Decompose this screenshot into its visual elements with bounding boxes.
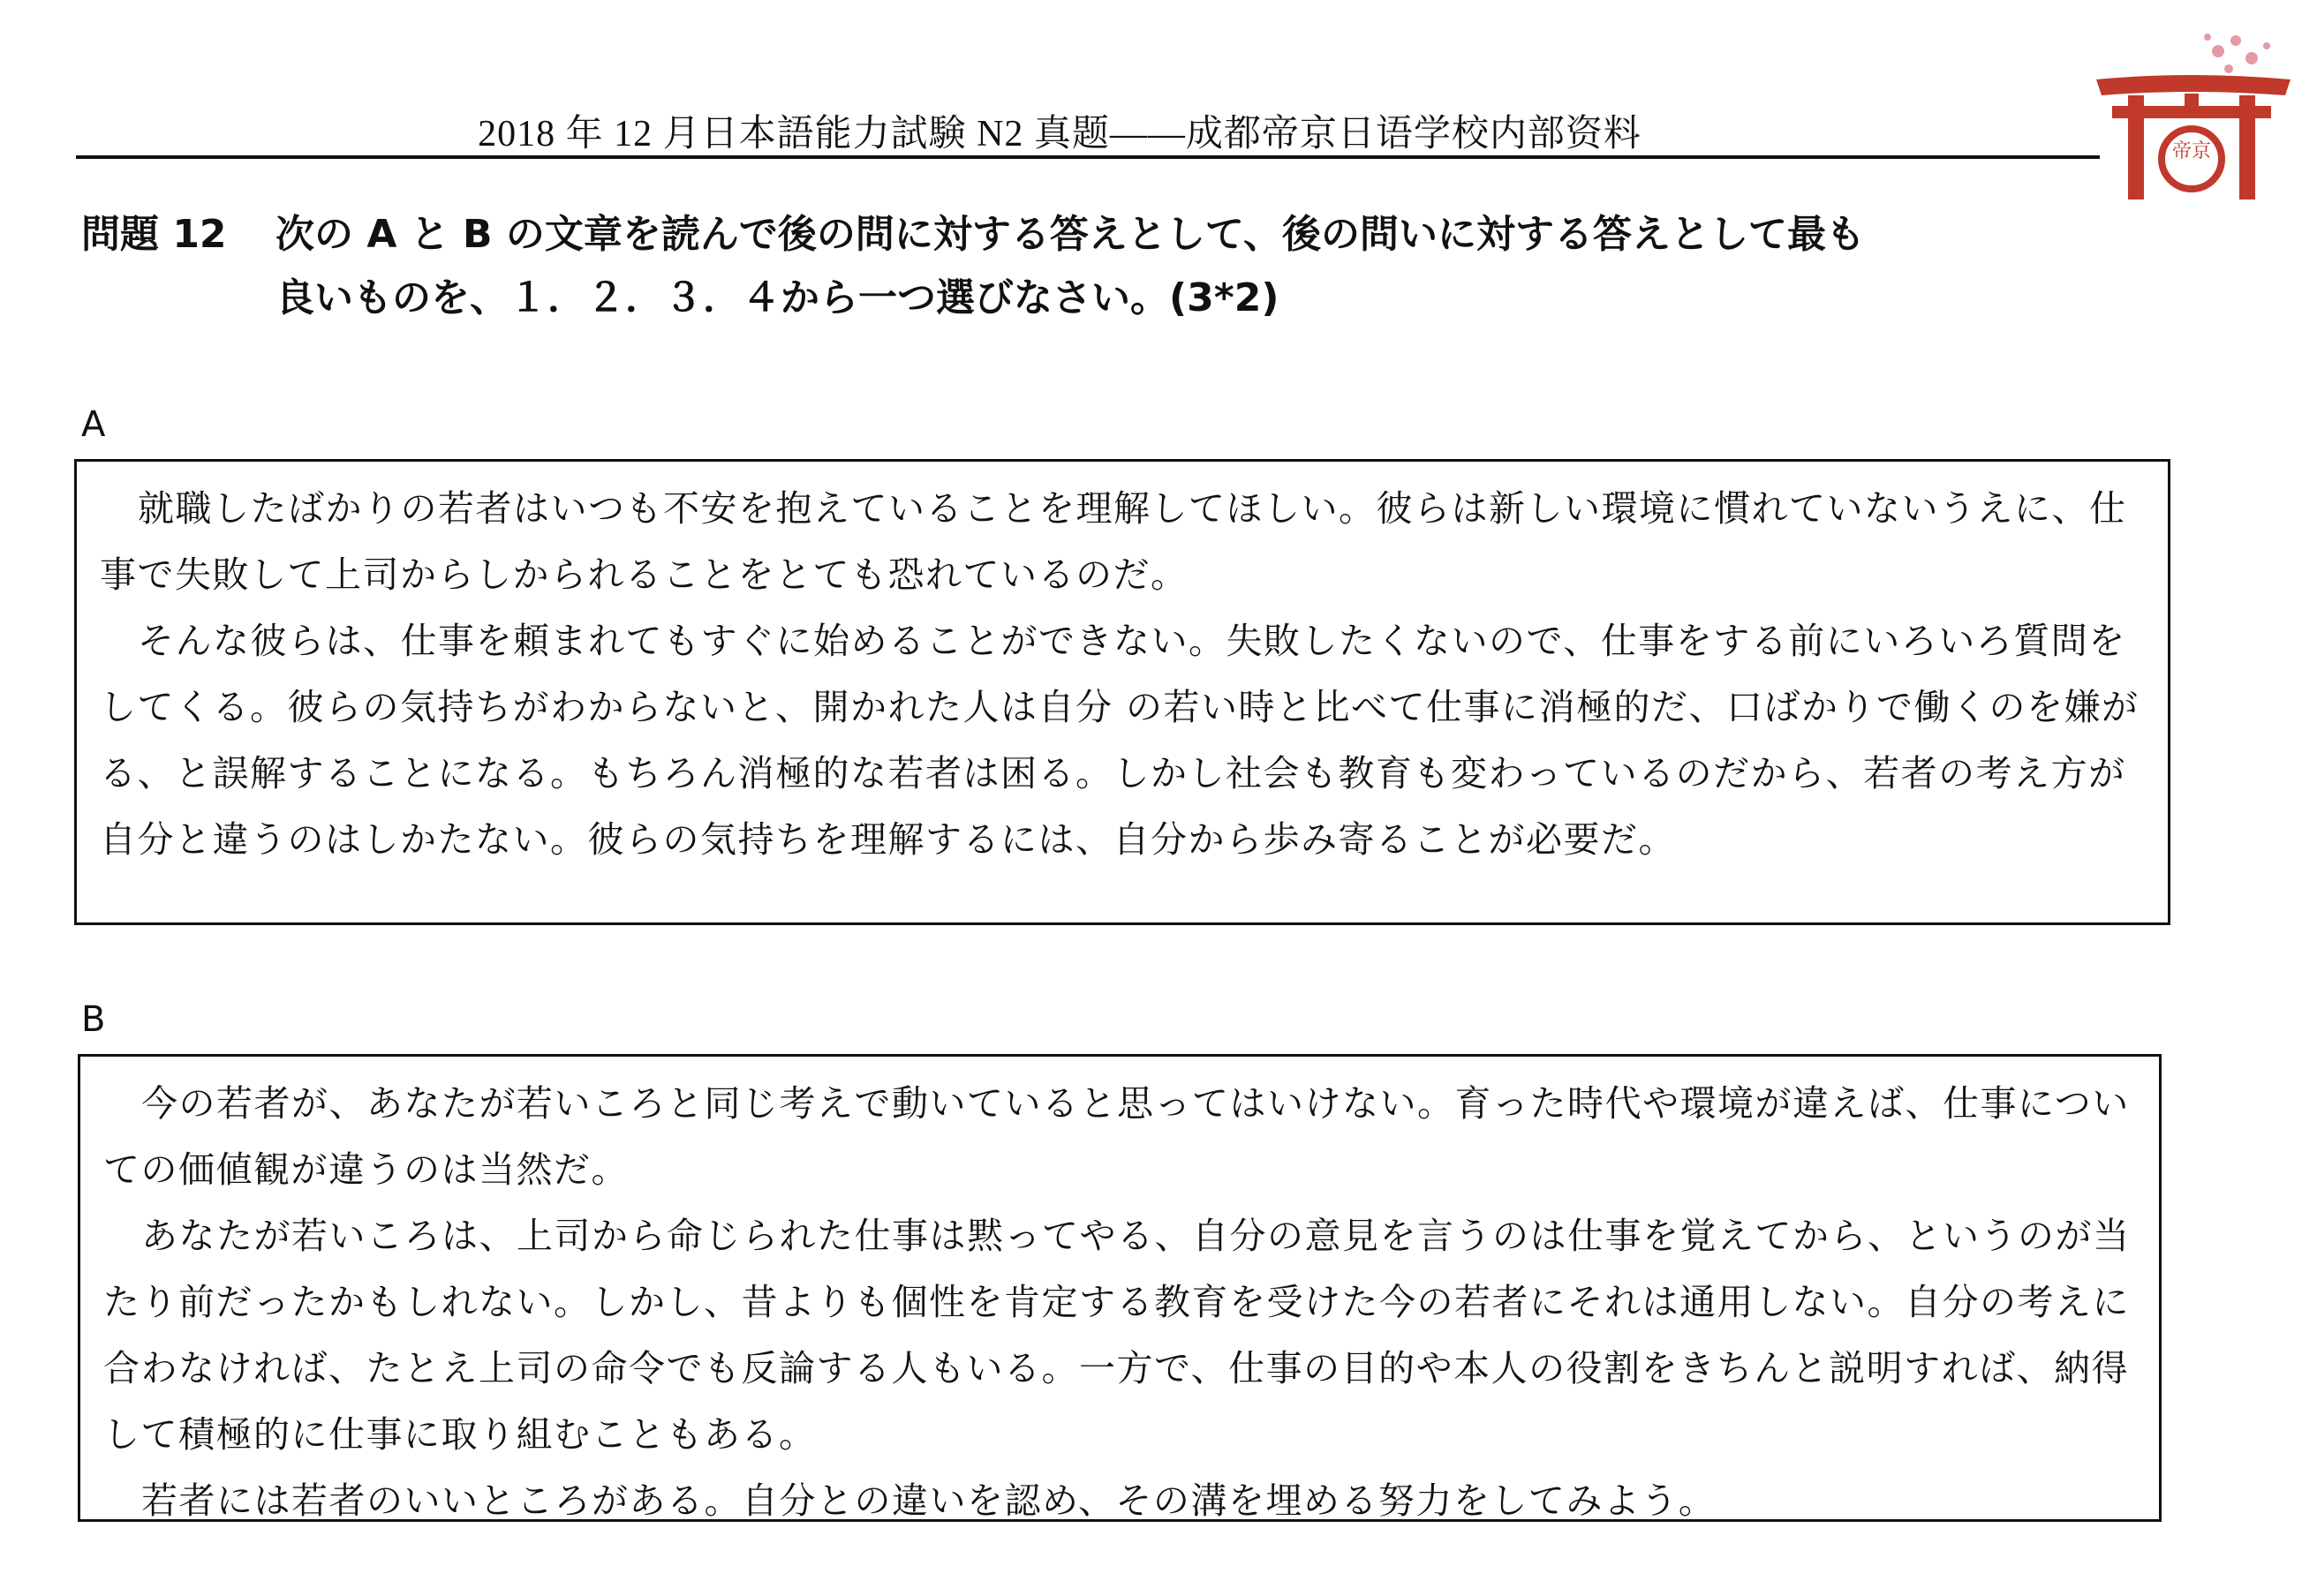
question-instruction bbox=[81, 203, 2183, 330]
question-text-line1: 次の A と B の文章を読んで後の問に対する答えとして、後の問いに対する答えとして最も bbox=[275, 212, 1865, 257]
question-number: 問題 12 bbox=[81, 212, 227, 257]
school-torii-logo bbox=[2086, 25, 2298, 201]
cherry-blossom-icon bbox=[2204, 34, 2270, 73]
passage-a-box bbox=[74, 459, 2170, 925]
passage-b-box bbox=[78, 1054, 2162, 1522]
header-divider bbox=[76, 155, 2100, 159]
logo-text: 帝京 bbox=[2171, 140, 2212, 162]
question-text-line2: 良いものを、１．２．３．４から一つ選びなさい。(3*2) bbox=[275, 275, 1279, 320]
document-header-title: 2018 年 12 月日本語能力試験 N2 真题——成都帝京日语学校内部资料 bbox=[478, 114, 1642, 154]
passage-a-label: A bbox=[81, 404, 106, 445]
passage-b-label: B bbox=[81, 999, 106, 1040]
passage-a-paragraph: 就職したばかりの若者はいつも不安を抱えていることを理解してほしい。彼らは新しい環境に慣れていないうえに、仕事で失敗して上司からしかられることをとても恐れているのだ。 bbox=[100, 487, 2127, 596]
passage-b-paragraph: あなたが若いころは、上司から命じられた仕事は黙ってやる、自分の意見を言うのは仕事を覚えてから、というのが当たり前だったかもしれない。しかし、昔よりも個性を肯定する教育を受けた今の若者にそれは通用しない。自分の考えに合わなければ、たとえ上司の命令でも反論する人もいる。一方で、仕事の目的や本人の役割をきちんと説明すれば、納得して積極的に仕事に取り組むこともある。 bbox=[103, 1215, 2131, 1456]
passage-a-paragraph: そんな彼らは、仕事を頼まれてもすぐに始めることができない。失敗したくないので、仕事をする前にいろいろ質問をしてくる。彼らの気持ちがわからないと、開かれた人は自分 の若い時と比べて仕事に消極的だ、口ばかりで働くのを嫌がる、と誤解することになる。もちろん消極的な若者は困る。しかし社会も教育も変わっているのだから、若者の考え方が自分と違うのはしかたない。彼らの気持ちを理解するには、自分から歩み寄ることが必要だ。 bbox=[100, 620, 2140, 861]
passage-b-paragraph: 今の若者が、あなたが若いころと同じ考えで動いていると思ってはいけない。育った時代や環境が違えば、仕事についての価値観が違うのは当然だ。 bbox=[103, 1082, 2130, 1191]
passage-b-paragraph: 若者には若者のいいところがある。自分との違いを認め、その溝を埋める努力をしてみよう。 bbox=[141, 1479, 1717, 1522]
